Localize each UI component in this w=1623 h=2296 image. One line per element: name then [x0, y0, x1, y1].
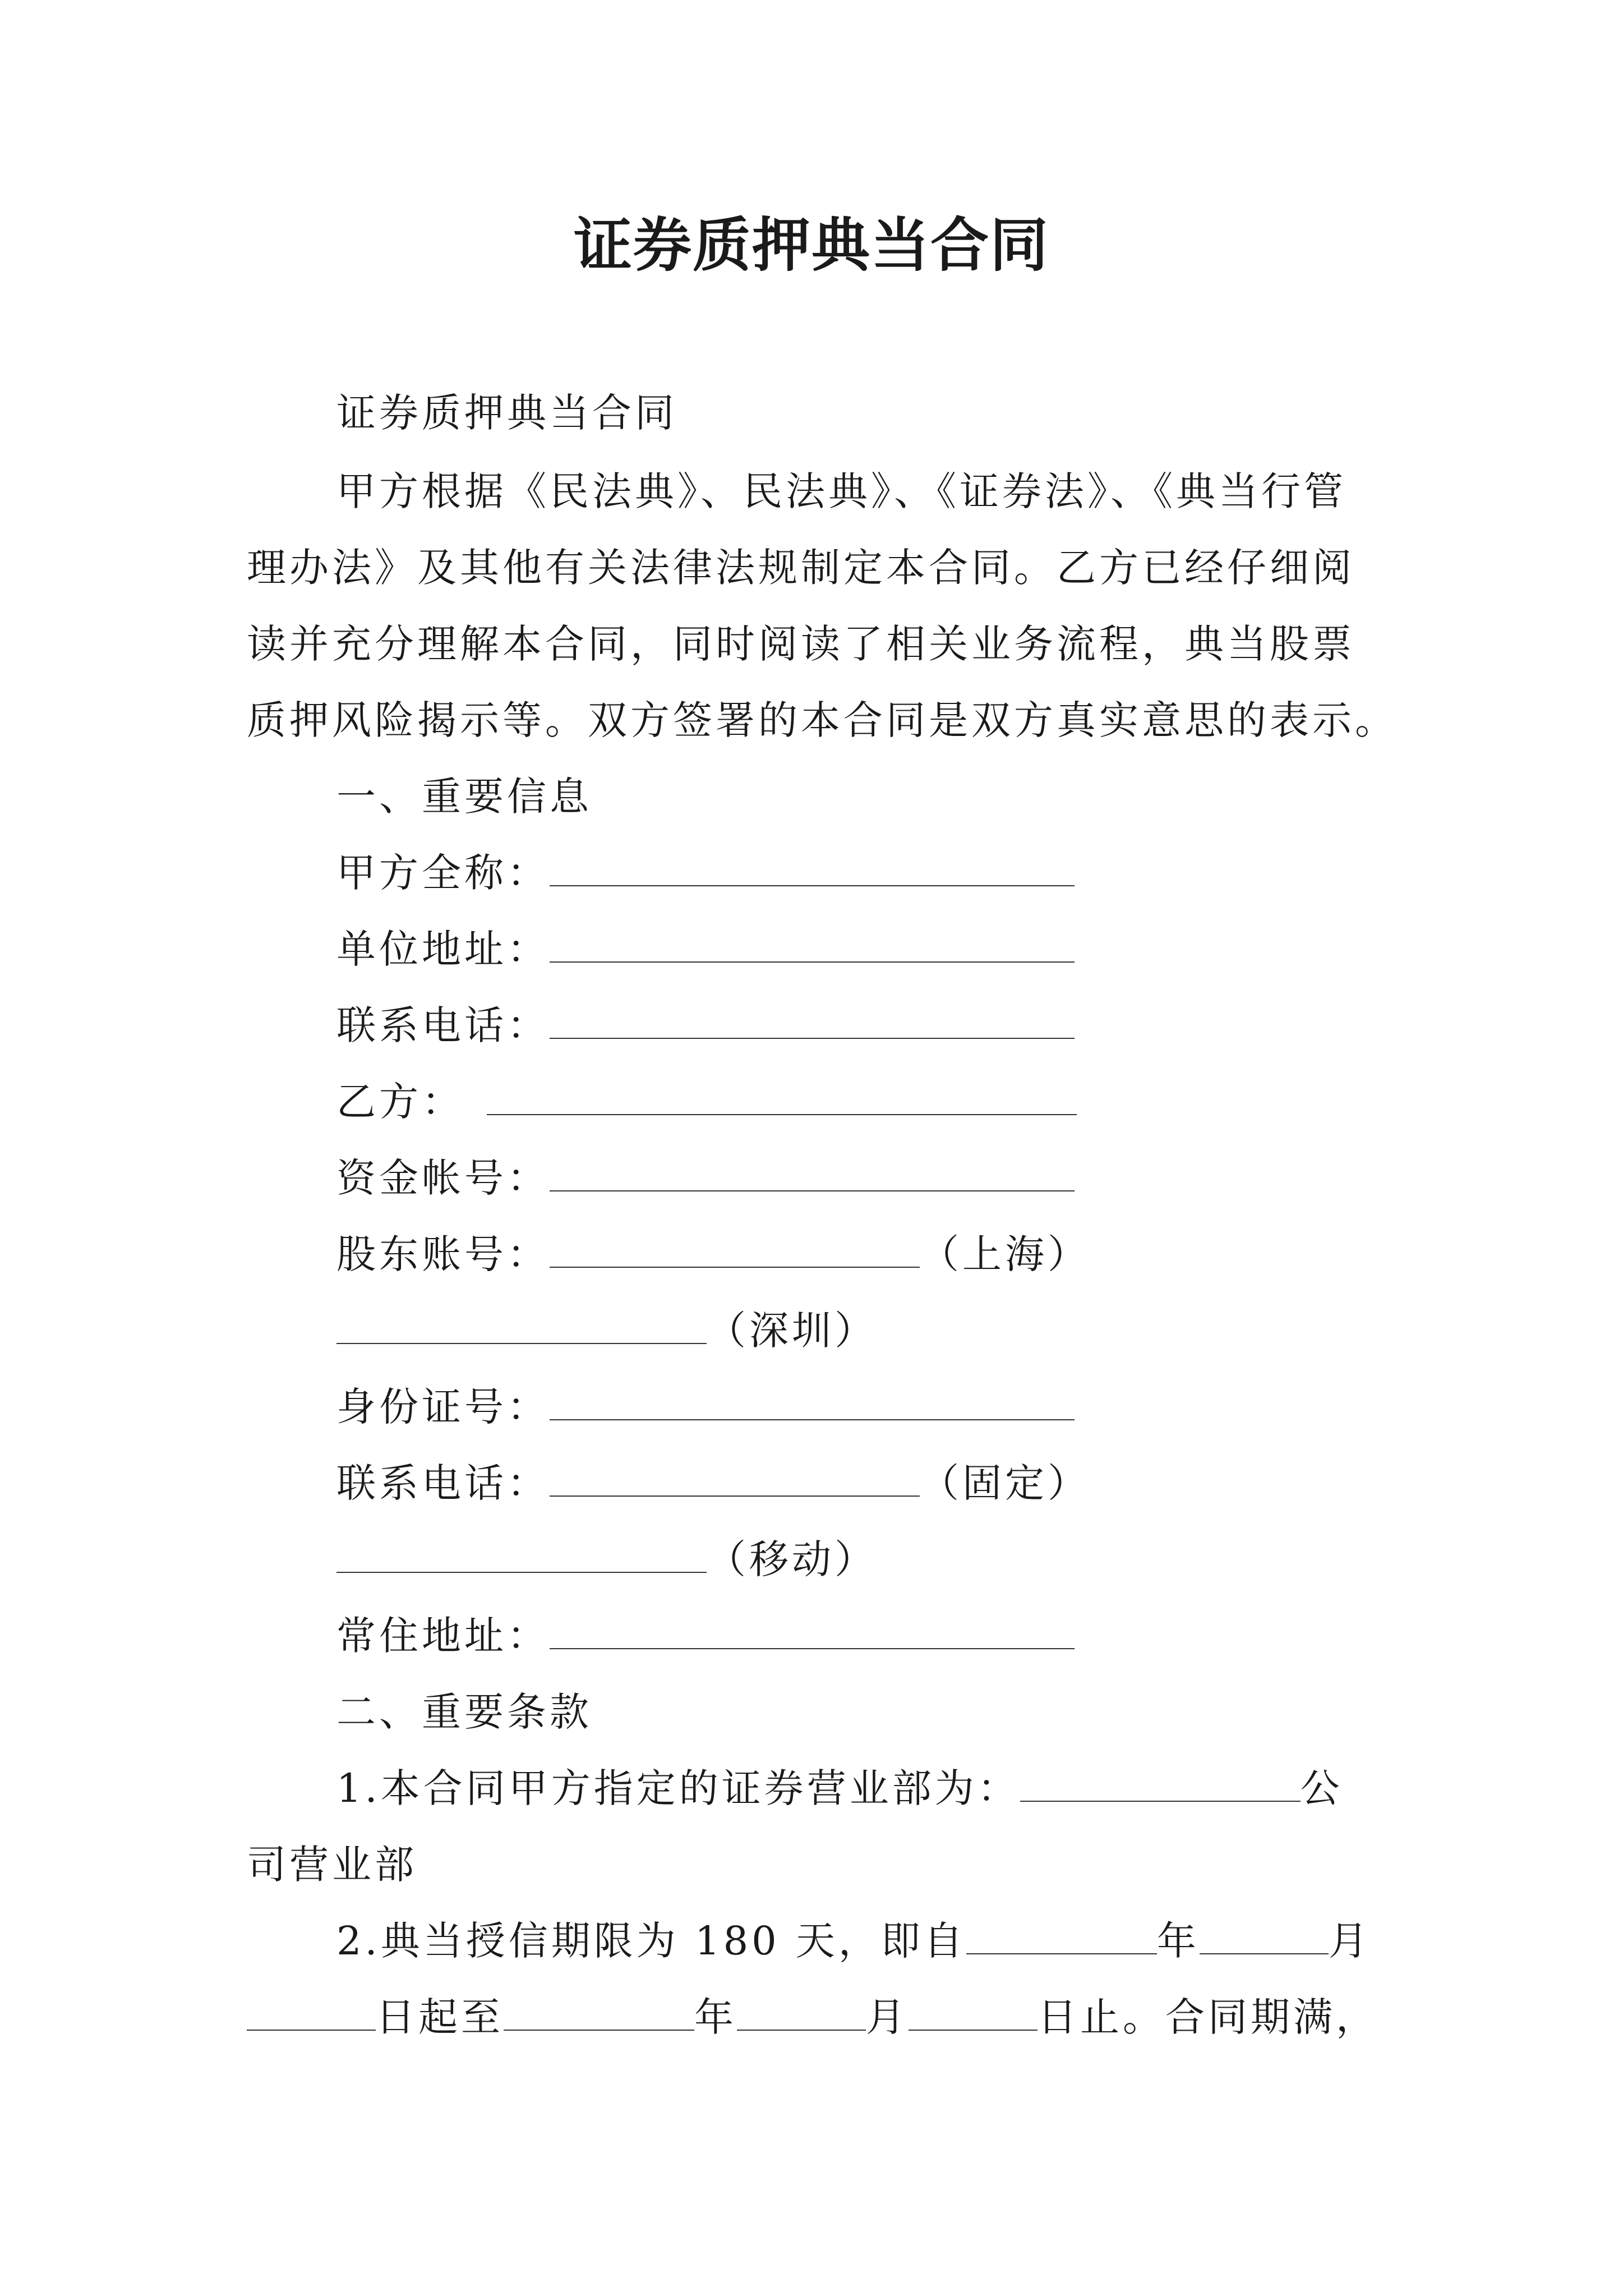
- field-shareholder-account: [336, 1226, 1090, 1282]
- year-label: 年: [694, 1994, 737, 2040]
- section-2-heading: 二、重要条款: [336, 1689, 592, 1735]
- field-label: 乙方：: [336, 1079, 464, 1125]
- clause-1: [336, 1760, 1343, 1816]
- intro-line-3: 读并充分理解本合同，同时阅读了相关业务流程，典当股票: [247, 621, 1355, 667]
- shanghai-label: （上海）: [920, 1231, 1090, 1277]
- field-label: 联系电话：: [336, 1002, 550, 1048]
- clause-1-suffix: 公: [1300, 1765, 1343, 1811]
- blank-line: [1020, 1766, 1301, 1802]
- field-label: 资金帐号：: [336, 1155, 550, 1201]
- mobile-label: （移动）: [707, 1536, 877, 1582]
- field-unit-address: [336, 921, 1075, 977]
- field-mobile: [336, 1531, 877, 1588]
- shenzhen-label: （深圳）: [707, 1308, 877, 1354]
- blank-line: [550, 1384, 1075, 1420]
- day-from-label: 日起至: [376, 1994, 504, 2040]
- intro-line-4: 质押风险揭示等。双方签署的本合同是双方真实意思的表示。: [247, 697, 1398, 743]
- year-label: 年: [1156, 1918, 1200, 1964]
- field-label: 股东账号：: [336, 1231, 550, 1277]
- clause-1-line-2: 司营业部: [247, 1842, 417, 1888]
- blank-line: [550, 1461, 920, 1497]
- field-id-number: [336, 1379, 1075, 1435]
- blank-line: [550, 1232, 920, 1268]
- field-phone-a: [336, 997, 1075, 1053]
- field-party-b: [336, 1074, 1077, 1130]
- blank-line: [247, 1995, 376, 2031]
- blank-line: [550, 850, 1075, 886]
- clause-2-text: 2.典当授信期限为 180 天，即自: [336, 1918, 966, 1964]
- field-label: 单位地址：: [336, 926, 550, 972]
- blank-line: [550, 927, 1075, 963]
- clause-2-line-2: [247, 1989, 1378, 2045]
- field-party-a-name: [336, 845, 1075, 901]
- field-phone-b: [336, 1455, 1090, 1511]
- blank-line: [487, 1079, 1077, 1115]
- blank-line: [504, 1995, 694, 2031]
- month-label: 月: [866, 1994, 909, 2040]
- blank-line: [737, 1995, 866, 2031]
- blank-line: [550, 1156, 1075, 1191]
- month-label: 月: [1328, 1918, 1371, 1964]
- field-label: 常住地址：: [336, 1613, 550, 1659]
- blank-line: [1200, 1918, 1329, 1954]
- heading-repeat: 证券质押典当合同: [336, 390, 677, 436]
- fixed-label: （固定）: [920, 1460, 1090, 1506]
- document-title: 证券质押典当合同: [573, 210, 1049, 279]
- field-label: 联系电话：: [336, 1460, 550, 1506]
- field-label: 身份证号：: [336, 1384, 550, 1430]
- field-fund-account: [336, 1150, 1075, 1206]
- day-to-label: 日止。合同期满，: [1038, 1994, 1378, 2040]
- clause-1-text: 1.本合同甲方指定的证券营业部为：: [336, 1765, 1020, 1811]
- section-1-heading: 一、重要信息: [336, 774, 592, 820]
- field-label: 甲方全称：: [336, 850, 550, 896]
- field-shenzhen: [336, 1303, 877, 1359]
- blank-line: [966, 1918, 1157, 1954]
- blank-line: [336, 1308, 707, 1344]
- clause-2: [336, 1913, 1371, 1969]
- blank-line: [550, 1613, 1075, 1649]
- blank-line: [550, 1003, 1075, 1039]
- blank-line: [909, 1995, 1038, 2031]
- field-home-address: [336, 1608, 1075, 1664]
- intro-line-1: 甲方根据《民法典》、民法典》、《证券法》、《典当行管: [336, 468, 1347, 514]
- blank-line: [336, 1537, 707, 1573]
- intro-line-2: 理办法》及其他有关法律法规制定本合同。乙方已经仔细阅: [247, 545, 1355, 591]
